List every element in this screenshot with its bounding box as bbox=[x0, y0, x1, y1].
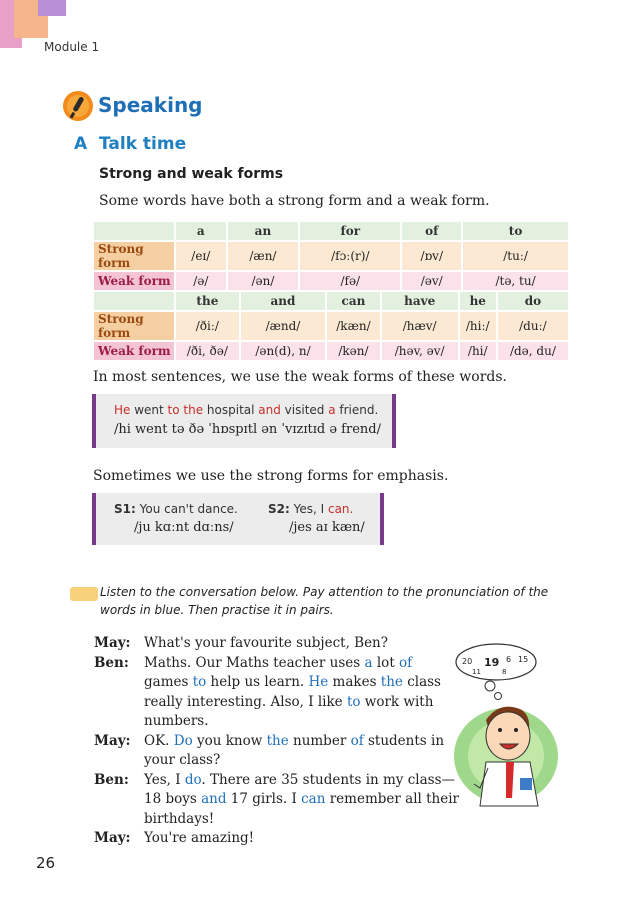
highlighted-word: the bbox=[380, 674, 403, 690]
speaker-label: May: bbox=[94, 830, 131, 846]
dialogue-text: 17 girls. I bbox=[226, 791, 302, 807]
bubble-number: 19 bbox=[484, 656, 500, 669]
highlighted-word: Do bbox=[173, 732, 193, 749]
table-corner bbox=[94, 222, 174, 240]
highlighted-word: a bbox=[364, 654, 373, 671]
bubble-number: 11 bbox=[472, 668, 481, 676]
dialogue-text: OK. bbox=[144, 732, 174, 749]
dialogue-turn bbox=[94, 829, 434, 849]
highlighted-word: can bbox=[301, 791, 326, 807]
table-cell: /duː/ bbox=[498, 312, 568, 340]
table-cell: /kæn/ bbox=[327, 312, 379, 340]
intro-text: Some words have both a strong form and a weak form. bbox=[99, 193, 490, 209]
bubble-number: 6 bbox=[506, 655, 512, 664]
highlighted-word: of bbox=[350, 732, 364, 749]
corner-decoration bbox=[38, 0, 66, 16]
dialogue-text: class bbox=[402, 674, 441, 690]
strong-form-label: Strong form bbox=[94, 312, 174, 340]
table-cell: /əv/ bbox=[402, 272, 461, 290]
strong-form-label: Strong form bbox=[94, 242, 174, 270]
dialogue-text: . There are 35 students in my class— bbox=[201, 771, 456, 788]
highlighted-word: to bbox=[192, 674, 207, 690]
bubble-number: 20 bbox=[462, 657, 473, 666]
section-title: Talk time bbox=[99, 134, 187, 154]
dialogue-text: number bbox=[288, 732, 351, 749]
page-number: 26 bbox=[36, 854, 56, 872]
dialogue-text: Yes, I bbox=[144, 771, 185, 788]
table-cell: /də, du/ bbox=[498, 342, 568, 360]
bubble-number: 15 bbox=[518, 655, 529, 664]
table-cell: /ðiː/ bbox=[176, 312, 239, 340]
table-cell: /fɔː(r)/ bbox=[300, 242, 400, 270]
dialogue-line bbox=[144, 829, 254, 848]
speaker-1-phonetic: /ju kɑːnt dɑːns/ bbox=[134, 520, 234, 535]
dialogue-line bbox=[144, 790, 459, 809]
speaking-title: Speaking bbox=[98, 93, 203, 117]
table-cell: /hi/ bbox=[460, 342, 496, 360]
table-cell: /ə/ bbox=[176, 272, 226, 290]
dialogue-turn bbox=[94, 771, 459, 830]
subtitle: Strong and weak forms bbox=[99, 166, 284, 182]
dialogue-turn bbox=[94, 654, 441, 732]
dialogue-line bbox=[144, 712, 209, 731]
table-cell: /həv, əv/ bbox=[382, 342, 458, 360]
dialogue-line bbox=[144, 751, 220, 770]
highlighted-word: the bbox=[266, 732, 289, 749]
table-cell: /eɪ/ bbox=[176, 242, 226, 270]
bubble-number: 8 bbox=[502, 668, 507, 676]
dialogue-line bbox=[144, 634, 388, 653]
table-header: have bbox=[382, 292, 458, 310]
table-header: for bbox=[300, 222, 400, 240]
weak-usage-text: In most sentences, we use the weak forms of these words. bbox=[93, 369, 507, 385]
dialogue-text: numbers. bbox=[144, 713, 209, 729]
highlighted-word: He bbox=[308, 674, 329, 690]
speaker-1-line: S1: You can't dance. bbox=[114, 502, 238, 516]
speaker-2-phonetic: /jes aɪ kæn/ bbox=[289, 520, 365, 535]
boy-illustration bbox=[440, 638, 570, 808]
dialogue-line bbox=[144, 732, 444, 751]
instruction-text: Listen to the conversation below. Pay attention to the pronunciation of the words in blue. Then practise it in pairs. bbox=[100, 585, 549, 617]
dialogue-text: lot bbox=[372, 654, 400, 671]
dialogue-text: students in bbox=[363, 732, 445, 749]
strong-usage-text: Sometimes we use the strong forms for emphasis. bbox=[93, 468, 449, 484]
forms-table-1 bbox=[92, 220, 570, 292]
dialogue-text: your class? bbox=[144, 752, 221, 768]
dialogue-line bbox=[144, 693, 433, 712]
speaker-label: Ben: bbox=[94, 771, 129, 788]
highlighted-word: and bbox=[201, 791, 227, 807]
table-cell: /hæv/ bbox=[382, 312, 458, 340]
dialogue-text: Maths. Our Maths teacher uses bbox=[144, 654, 365, 671]
dialogue-line bbox=[144, 673, 441, 692]
table-corner bbox=[94, 292, 174, 310]
table-header: can bbox=[327, 292, 379, 310]
table-cell: /kən/ bbox=[327, 342, 379, 360]
dialogue-line bbox=[144, 771, 455, 790]
highlighted-word: of bbox=[399, 654, 413, 671]
dialogue-text: You're amazing! bbox=[144, 830, 255, 846]
highlighted-word: to bbox=[346, 693, 361, 710]
section-letter: A bbox=[74, 134, 88, 154]
dialogue-turn bbox=[94, 732, 445, 771]
table-header: and bbox=[241, 292, 325, 310]
table-cell: /ænd/ bbox=[241, 312, 325, 340]
speaker-label: May: bbox=[94, 732, 131, 749]
example-box-strong bbox=[92, 493, 384, 545]
table-header: he bbox=[460, 292, 496, 310]
table-header: an bbox=[228, 222, 299, 240]
dialogue-text: really interesting. Also, I like bbox=[144, 693, 347, 710]
dialogue-turn bbox=[94, 634, 434, 654]
table-cell: /æn/ bbox=[228, 242, 299, 270]
dialogue-text: help us learn. bbox=[206, 674, 309, 690]
example-phonetic: /hi went tə ðə ˈhɒspɪtl ən ˈvɪzɪtɪd ə frend/ bbox=[114, 422, 381, 437]
table-cell: /ən/ bbox=[228, 272, 299, 290]
weak-form-label: Weak form bbox=[94, 272, 174, 290]
dialogue-text: makes bbox=[328, 674, 381, 690]
microphone-icon bbox=[62, 90, 94, 122]
table-cell: /tuː/ bbox=[463, 242, 568, 270]
table-cell: /ən(d), n/ bbox=[241, 342, 325, 360]
dialogue-text: work with bbox=[360, 693, 434, 710]
table-cell: /tə, tu/ bbox=[463, 272, 568, 290]
table-header: do bbox=[498, 292, 568, 310]
dialogue-text: 18 boys bbox=[144, 791, 202, 807]
speaker-2-line: S2: Yes, I can. bbox=[268, 502, 354, 516]
table-header: a bbox=[176, 222, 226, 240]
table-cell: /hiː/ bbox=[460, 312, 496, 340]
table-cell: /ði, ðə/ bbox=[176, 342, 239, 360]
speaker-label: Ben: bbox=[94, 654, 129, 671]
dialogue-line bbox=[144, 810, 214, 829]
dialogue-text: remember all their bbox=[325, 791, 459, 807]
highlighted-word: do bbox=[184, 771, 202, 788]
module-label: Module 1 bbox=[44, 40, 100, 54]
forms-table-2 bbox=[92, 290, 570, 362]
example-sentence: He went to the hospital and visited a friend. bbox=[114, 403, 379, 417]
weak-form-label: Weak form bbox=[94, 342, 174, 360]
dialogue-text: birthdays! bbox=[144, 810, 215, 827]
table-cell: /ɒv/ bbox=[402, 242, 461, 270]
table-cell: /fə/ bbox=[300, 272, 400, 290]
example-box-weak bbox=[92, 394, 396, 448]
table-header: to bbox=[463, 222, 568, 240]
dialogue-text: games bbox=[144, 674, 193, 690]
table-header: the bbox=[176, 292, 239, 310]
listen-icon bbox=[70, 587, 98, 601]
dialogue-text: What's your favourite subject, Ben? bbox=[144, 635, 388, 651]
speaker-label: May: bbox=[94, 635, 131, 651]
dialogue-line bbox=[144, 654, 412, 673]
dialogue-text: you know bbox=[192, 732, 267, 749]
table-header: of bbox=[402, 222, 461, 240]
